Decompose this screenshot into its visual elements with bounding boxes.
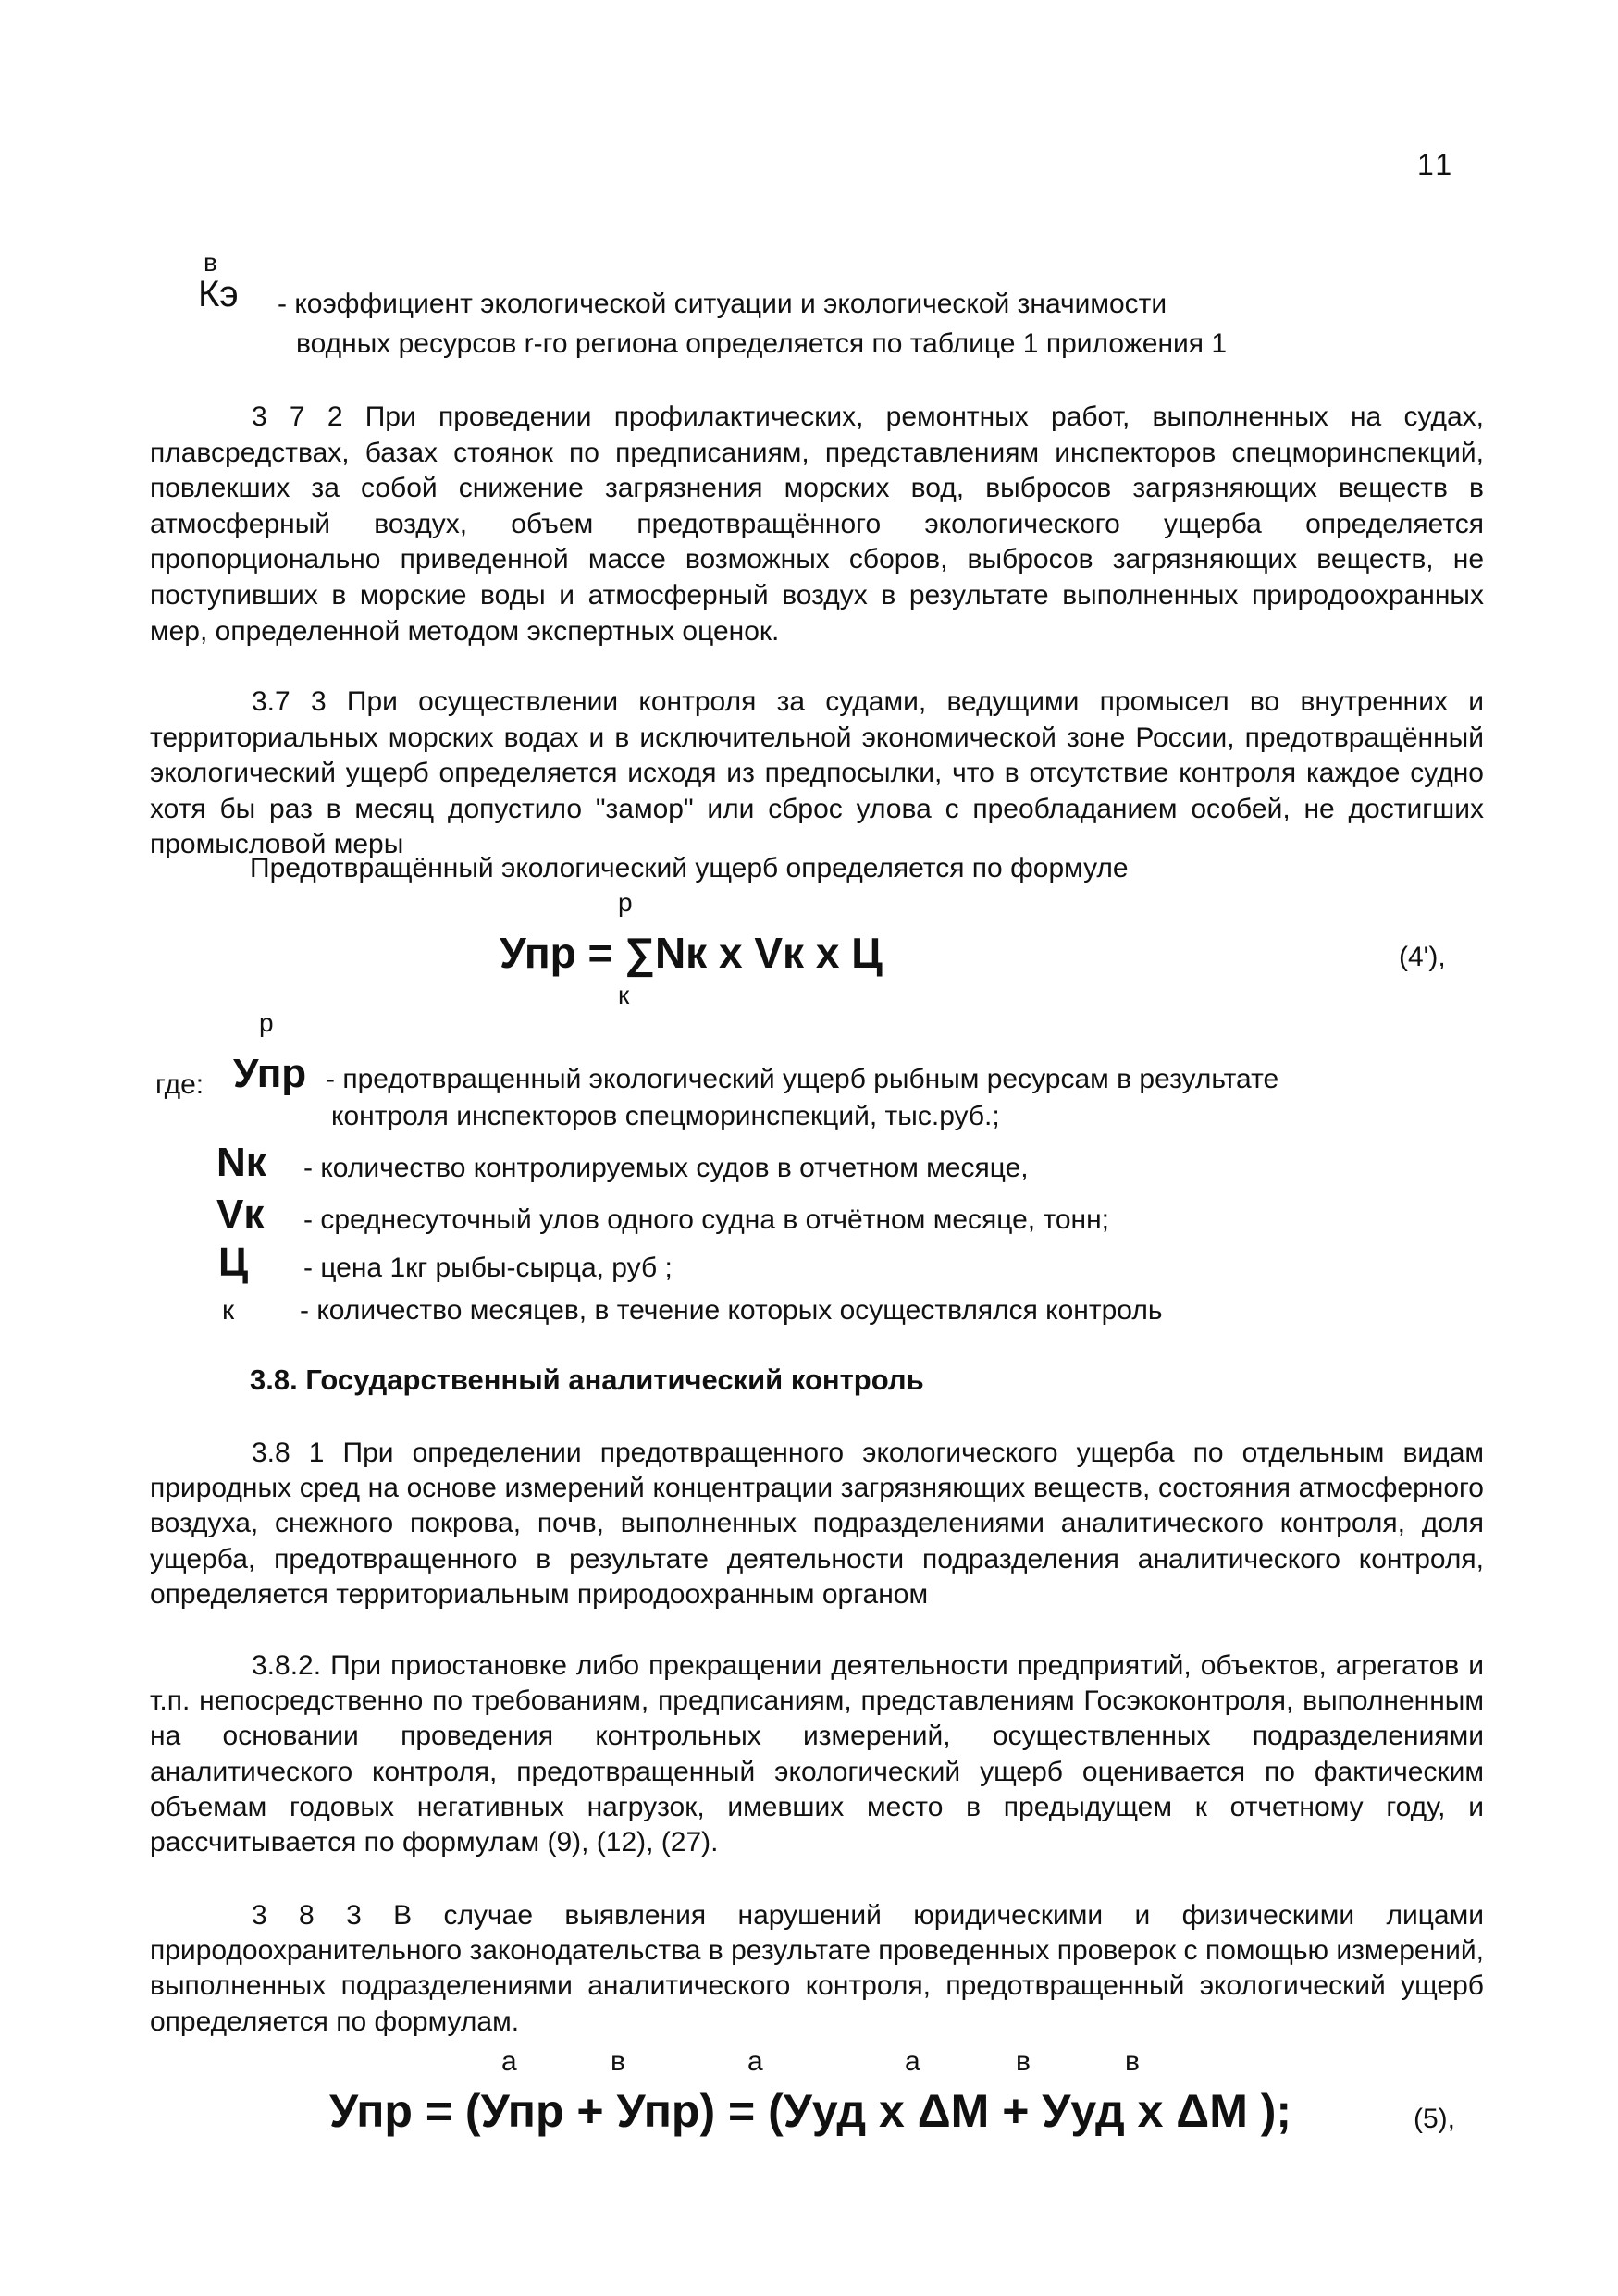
upr-symbol: Упр [233, 1051, 307, 1096]
section-heading-3-8: 3.8. Государственный аналитический контроль [250, 1364, 924, 1396]
ke-symbol: Кэ [198, 274, 239, 315]
formula-5-sup-4: а [905, 2046, 920, 2077]
formula-4-subscript: к [618, 981, 630, 1009]
where-label: где: [155, 1069, 204, 1100]
nk-definition: - количество контролируемых судов в отчетном месяце, [303, 1153, 1029, 1183]
formula-4-superscript: р [618, 888, 633, 917]
formula-5-sup-2: в [611, 2046, 625, 2077]
formula-5-sup-1: а [501, 2046, 517, 2077]
paragraph-3-8-2: 3.8.2. При приостановке либо прекращении деятельности предприятий, объектов, агрегатов и т.п. непосредственно по требованиям, предписаниям, представлениям Госэкоконтроля, выполненным на основании проведения контрольных измерений, осуществленных подразделениями аналитического контроля, предотвращенный экологический ущерб оценивается по фактическим объемам годовых негативных нагрузок, имевших место в предыдущем к отчетному году, и рассчитывается по формулам (9), (12), (27). [150, 1650, 1484, 1858]
formula-5-sup-3: а [747, 2046, 763, 2077]
formula-4-number: (4'), [1399, 942, 1446, 972]
c-symbol: Ц [218, 1240, 249, 1285]
paragraph-3-7-3: 3.7 3 При осуществлении контроля за судами, ведущими промысел во внутренних и территориальных морских водах и в исключительной экономической зоне России, предотвращённый экологический ущерб определяется исходя из предпосылки, что в отсутствие контроля каждое судно хотя бы раз в месяц допустило "замор" или сброс улова с преобладанием особей, не достигших промысловой меры [150, 686, 1484, 860]
nk-symbol: Nк [216, 1140, 266, 1185]
page-number: 11 [1417, 148, 1456, 181]
upr-definition-line1: - предотвращенный экологический ущерб рыбным ресурсам в результате [326, 1064, 1279, 1094]
formula-5-number: (5), [1414, 2104, 1455, 2134]
formula-4-intro: Предотвращённый экологический ущерб определяется по формуле [250, 853, 1129, 883]
paragraph-3-8-3: 3 8 3 В случае выявления нарушений юридическими и физическими лицами природоохранительного законодательства в результате проведенных проверок с помощью измерений, выполненных подразделениями аналитического контроля, предотвращенный экологический ущерб определяется по формулам. [150, 1900, 1484, 2037]
upr-superscript: р [259, 1008, 274, 1037]
formula-5-sup-6: в [1125, 2046, 1140, 2077]
vk-definition: - среднесуточный улов одного судна в отчётном месяце, тонн; [303, 1204, 1110, 1235]
ke-definition-line1: - коэффициент экологической ситуации и экологической значимости [278, 289, 1167, 319]
k-symbol: к [222, 1295, 235, 1326]
ke-definition-line2: водных ресурсов r-го региона определяется по таблице 1 приложения 1 [296, 328, 1228, 359]
c-definition: - цена 1кг рыбы-сырца, руб ; [303, 1253, 673, 1283]
formula-5-sup-5: в [1016, 2046, 1031, 2077]
formula-4: Упр = ∑Nк х Vк х Ц [500, 929, 883, 977]
formula-5: Упр = (Упр + Упр) = (Ууд х ΔМ + Ууд х ΔМ ); [329, 2085, 1292, 2137]
k-definition: - количество месяцев, в течение которых осуществлялся контроль [300, 1295, 1163, 1326]
paragraph-3-7-2: 3 7 2 При проведении профилактических, ремонтных работ, выполненных на судах, плавсредствах, базах стоянок по предписаниям, представлениям инспекторов спецморинспекций, повлекших за собой снижение загрязнения морских вод, выбросов загрязняющих веществ в атмосферный воздух, объем предотвращённого экологического ущерба определяется пропорционально приведенной массе возможных сборов, выбросов загрязняющих веществ, не поступивших в морские воды и атмосферный воздух в результате выполненных природоохранных мер, определенной методом экспертных оценок. [150, 401, 1484, 647]
vk-symbol: Vк [216, 1191, 265, 1237]
ke-superscript: в [204, 248, 217, 277]
paragraph-3-8-1: 3.8 1 При определении предотвращенного экологического ущерба по отдельным видам природных сред на основе измерений концентрации загрязняющих веществ, состояния атмосферного воздуха, снежного покрова, почв, выполненных подразделениями аналитического контроля, доля ущерба, предотвращенного в результате деятельности подразделения аналитического контроля, определяется территориальным природоохранным органом [150, 1438, 1484, 1610]
upr-definition-line2: контроля инспекторов спецморинспекций, тыс.руб.; [331, 1101, 1000, 1131]
